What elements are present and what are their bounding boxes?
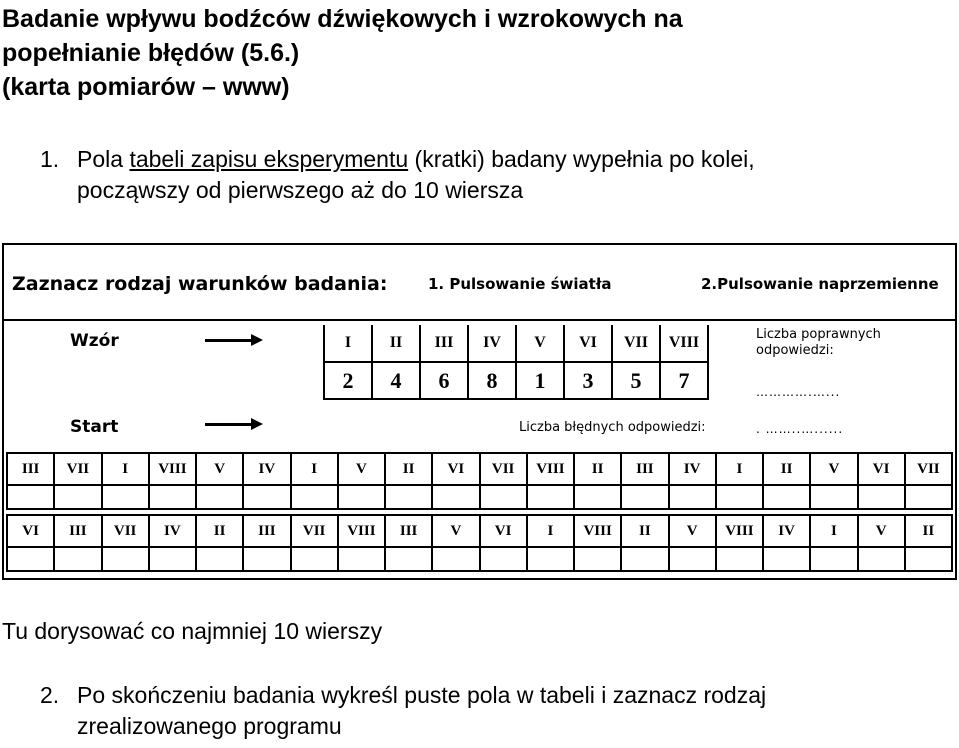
- grid-stimulus-cell: III: [54, 515, 101, 547]
- grid-answer-cell[interactable]: [291, 547, 338, 571]
- pattern-roman-row: [324, 325, 708, 362]
- pattern-roman-cell: I: [324, 325, 372, 362]
- grid-answer-cell[interactable]: [338, 547, 385, 571]
- correct-answers-field[interactable]: ………….…...: [756, 385, 841, 399]
- grid-answer-cell[interactable]: [763, 485, 810, 509]
- grid-stimulus-cell: VI: [7, 515, 54, 547]
- grid-answer-cell[interactable]: [905, 547, 952, 571]
- grid-stimulus-cell: III: [621, 453, 668, 485]
- grid-stimulus-cell: II: [574, 453, 621, 485]
- pattern-key-table: [323, 325, 709, 400]
- grid-answer-cell[interactable]: [669, 485, 716, 509]
- grid-answer-cell[interactable]: [480, 485, 527, 509]
- draw-rows-note: Tu dorysować co najmniej 10 wierszy: [2, 618, 383, 644]
- start-arrow-icon: [205, 423, 253, 426]
- grid-stimulus-cell: VII: [480, 453, 527, 485]
- step-2-number: 2.: [40, 682, 60, 708]
- grid-answer-cell[interactable]: [621, 547, 668, 571]
- grid-stimulus-cell: IV: [669, 453, 716, 485]
- grid-stimulus-cell: I: [102, 453, 149, 485]
- card-header: [4, 245, 955, 321]
- step-1-post: (kratki) badany wypełnia po kolei,: [408, 146, 755, 172]
- pattern-arrow-icon: [205, 339, 253, 342]
- pattern-roman-cell: VII: [612, 325, 660, 362]
- pattern-roman-cell: III: [420, 325, 468, 362]
- grid-stimulus-cell: V: [669, 515, 716, 547]
- grid-answer-cell[interactable]: [385, 547, 432, 571]
- step-1-text-line-2: począwszy od pierwszego aż do 10 wiersza: [77, 177, 524, 203]
- pattern-roman-cell: II: [372, 325, 420, 362]
- grid-stimulus-cell: III: [243, 515, 290, 547]
- grid-2-answer-row: [7, 547, 952, 571]
- grid-answer-cell[interactable]: [527, 547, 574, 571]
- step-1-link: tabeli zapisu eksperymentu: [129, 146, 409, 172]
- grid-answer-cell[interactable]: [763, 547, 810, 571]
- grid-answer-cell[interactable]: [54, 485, 101, 509]
- grid-stimulus-cell: VIII: [527, 453, 574, 485]
- grid-stimulus-cell: V: [858, 515, 905, 547]
- title-line-3: (karta pomiarów – www): [2, 73, 290, 101]
- step-1-pre: Pola: [77, 146, 130, 172]
- pattern-digit-cell: 3: [564, 362, 612, 399]
- grid-stimulus-cell: VIII: [716, 515, 763, 547]
- title-line-2: popełnianie błędów (5.6.): [2, 39, 300, 67]
- option-light-pulsing[interactable]: 1. Pulsowanie światła: [428, 275, 612, 293]
- grid-answer-cell[interactable]: [243, 547, 290, 571]
- grid-answer-cell[interactable]: [7, 485, 54, 509]
- grid-answer-cell[interactable]: [149, 485, 196, 509]
- pattern-digit-cell: 4: [372, 362, 420, 399]
- grid-stimulus-cell: VI: [432, 453, 479, 485]
- step-2-text-line-2: zrealizowanego programu: [77, 713, 342, 739]
- grid-stimulus-cell: VIII: [338, 515, 385, 547]
- grid-stimulus-cell: VII: [291, 515, 338, 547]
- grid-stimulus-cell: III: [385, 515, 432, 547]
- grid-stimulus-cell: II: [905, 515, 952, 547]
- pattern-digit-cell: 8: [468, 362, 516, 399]
- grid-stimulus-cell: I: [810, 515, 857, 547]
- grid-1-answer-row: [7, 485, 952, 509]
- grid-answer-cell[interactable]: [716, 547, 763, 571]
- grid-stimulus-cell: VI: [480, 515, 527, 547]
- start-label: Start: [70, 417, 119, 437]
- grid-1-label-row: [7, 453, 952, 485]
- grid-stimulus-cell: IV: [763, 515, 810, 547]
- document-title: [2, 2, 952, 104]
- pattern-digit-cell: 5: [612, 362, 660, 399]
- correct-answers-label-line-1: Liczba poprawnych: [756, 327, 881, 342]
- pattern-roman-cell: VIII: [660, 325, 708, 362]
- pattern-digit-cell: 1: [516, 362, 564, 399]
- grid-stimulus-cell: II: [196, 515, 243, 547]
- grid-answer-cell[interactable]: [291, 485, 338, 509]
- grid-2-label-row: [7, 515, 952, 547]
- measurement-card: [2, 243, 957, 580]
- conditions-heading: Zaznacz rodzaj warunków badania:: [12, 273, 388, 295]
- grid-stimulus-cell: VII: [102, 515, 149, 547]
- grid-stimulus-cell: III: [7, 453, 54, 485]
- step-2-text: Po skończeniu badania wykreśl puste pola w tabeli i zaznacz rodzaj: [77, 682, 767, 708]
- grid-answer-cell[interactable]: [54, 547, 101, 571]
- errors-field[interactable]: . ……..…......: [756, 422, 844, 436]
- grid-stimulus-cell: VII: [54, 453, 101, 485]
- grid-answer-cell[interactable]: [149, 547, 196, 571]
- grid-stimulus-cell: IV: [149, 515, 196, 547]
- grid-answer-cell[interactable]: [669, 547, 716, 571]
- step-1-number: 1.: [40, 146, 60, 172]
- grid-stimulus-cell: I: [527, 515, 574, 547]
- grid-stimulus-cell: V: [810, 453, 857, 485]
- pattern-roman-cell: IV: [468, 325, 516, 362]
- pattern-roman-cell: VI: [564, 325, 612, 362]
- grid-stimulus-cell: V: [432, 515, 479, 547]
- grid-stimulus-cell: VIII: [574, 515, 621, 547]
- grid-stimulus-cell: II: [621, 515, 668, 547]
- grid-answer-cell[interactable]: [243, 485, 290, 509]
- experiment-grid-2: [6, 514, 953, 572]
- pattern-digit-row: [324, 362, 708, 399]
- grid-stimulus-cell: I: [716, 453, 763, 485]
- pattern-roman-cell: V: [516, 325, 564, 362]
- grid-answer-cell[interactable]: [102, 547, 149, 571]
- experiment-grid-1: [6, 452, 953, 510]
- option-alternating-pulsing[interactable]: 2.Pulsowanie naprzemienne: [701, 275, 939, 293]
- grid-answer-cell[interactable]: [480, 547, 527, 571]
- grid-stimulus-cell: VI: [858, 453, 905, 485]
- grid-answer-cell[interactable]: [196, 485, 243, 509]
- grid-answer-cell[interactable]: [385, 485, 432, 509]
- grid-answer-cell[interactable]: [858, 547, 905, 571]
- grid-answer-cell[interactable]: [338, 485, 385, 509]
- pattern-digit-cell: 6: [420, 362, 468, 399]
- grid-answer-cell[interactable]: [905, 485, 952, 509]
- grid-answer-cell[interactable]: [102, 485, 149, 509]
- pattern-digit-cell: 2: [324, 362, 372, 399]
- grid-stimulus-cell: I: [291, 453, 338, 485]
- grid-answer-cell[interactable]: [810, 547, 857, 571]
- step-1-text: [77, 144, 957, 175]
- grid-stimulus-cell: II: [763, 453, 810, 485]
- grid-answer-cell[interactable]: [574, 547, 621, 571]
- grid-answer-cell[interactable]: [527, 485, 574, 509]
- grid-answer-cell[interactable]: [196, 547, 243, 571]
- grid-answer-cell[interactable]: [810, 485, 857, 509]
- grid-answer-cell[interactable]: [432, 547, 479, 571]
- grid-stimulus-cell: V: [338, 453, 385, 485]
- errors-label: Liczba błędnych odpowiedzi:: [519, 420, 706, 435]
- grid-answer-cell[interactable]: [432, 485, 479, 509]
- pattern-digit-cell: 7: [660, 362, 708, 399]
- title-line-1: Badanie wpływu bodźców dźwiękowych i wzrokowych na: [2, 5, 683, 33]
- grid-answer-cell[interactable]: [716, 485, 763, 509]
- grid-answer-cell[interactable]: [621, 485, 668, 509]
- grid-stimulus-cell: V: [196, 453, 243, 485]
- grid-stimulus-cell: IV: [243, 453, 290, 485]
- grid-stimulus-cell: VII: [905, 453, 952, 485]
- grid-answer-cell[interactable]: [7, 547, 54, 571]
- correct-answers-label-line-2: odpowiedzi:: [756, 343, 834, 358]
- grid-stimulus-cell: VIII: [149, 453, 196, 485]
- correct-answers-label: [756, 327, 881, 359]
- grid-answer-cell[interactable]: [574, 485, 621, 509]
- grid-answer-cell[interactable]: [858, 485, 905, 509]
- pattern-label: Wzór: [70, 331, 119, 351]
- grid-stimulus-cell: II: [385, 453, 432, 485]
